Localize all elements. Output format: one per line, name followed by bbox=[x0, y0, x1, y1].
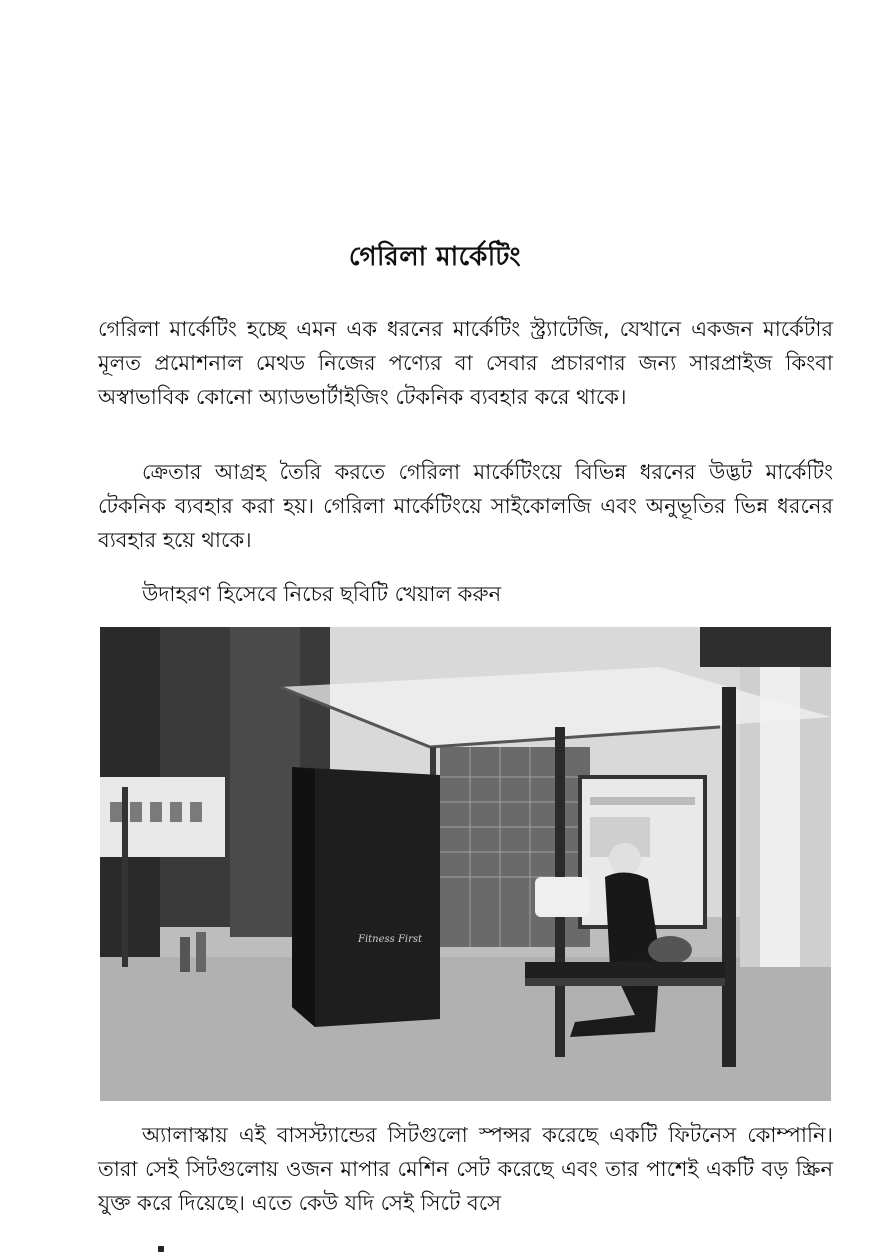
paragraph-techniques: ক্রেতার আগ্রহ তৈরি করতে গেরিলা মার্কেটিংয়ে বিভিন্ন ধরনের উদ্ভট মার্কেটিং টেকনিক ব্যবহার করা হয়। গেরিলা মার্কেটিংয়ে সাইকোলজি এবং অনুভূতির ভিন্ন ধরনের ব্যবহার হয়ে থাকে। bbox=[98, 460, 833, 552]
paragraph-intro: গেরিলা মার্কেটিং হচ্ছে এমন এক ধরনের মার্কেটিং স্ট্র্যাটেজি, যেখানে একজন মার্কেটার মূলত প্রমোশনাল মেথড নিজের পণ্যের বা সেবার প্রচারণার জন্য সারপ্রাইজ কিংবা অস্বাভাবিক কোনো অ্যাডভার্টাইজিং টেকনিক ব্যবহার করে থাকে। bbox=[98, 317, 833, 409]
paragraph-example-lead: উদাহরণ হিসেবে নিচের ছবিটি খেয়াল করুন bbox=[142, 582, 502, 606]
fitness-sign-text: Fitness First bbox=[358, 934, 423, 945]
paragraph-alaska-example: অ্যালাস্কায় এই বাসস্ট্যান্ডের সিটগুলো স্পন্সর করেছে একটি ফিটনেস কোম্পানি। তারা সেই সিটগুলোয় ওজন মাপার মেশিন সেট করেছে এবং তার পাশেই একটি বড় স্ক্রিন যুক্ত করে দিয়েছে। এতে কেউ যদি সেই সিটে বসে bbox=[98, 1123, 833, 1215]
page-title: গেরিলা মার্কেটিং bbox=[348, 242, 522, 272]
bus-stop-photo bbox=[100, 627, 831, 1101]
page-edge-mark bbox=[158, 1246, 164, 1252]
